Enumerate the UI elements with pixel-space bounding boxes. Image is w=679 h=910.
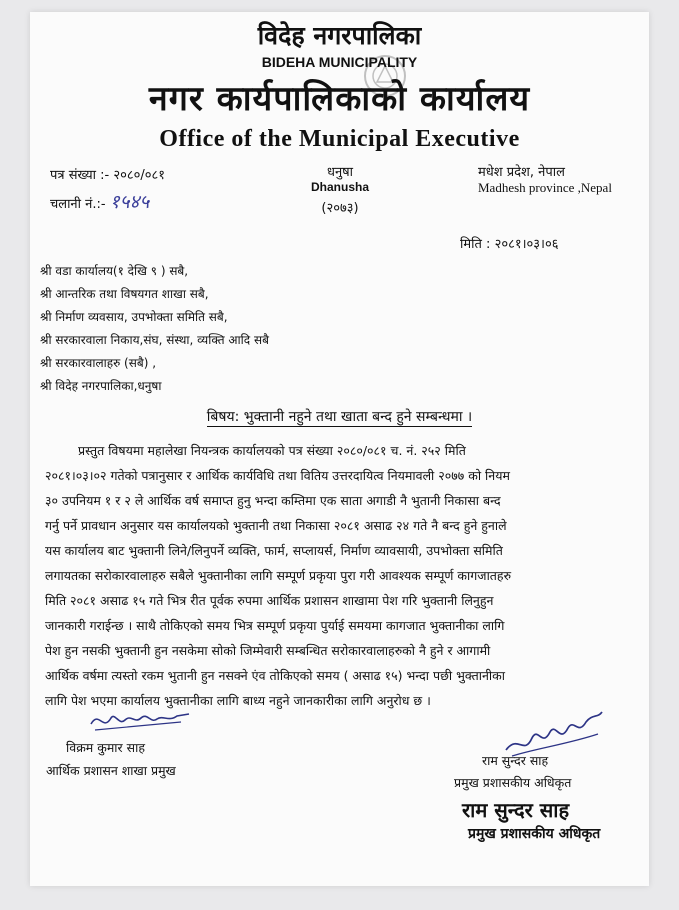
subject-line: [30, 407, 649, 426]
left-signatory-name: विक्रम कुमार साह: [66, 740, 145, 755]
body-line: लगायतका सरोकारवालाहरु सबैले भुक्तानीका लागि सम्पूर्ण प्रकृया पुरा गरी आवश्यक सम्पूर्ण कागजातहरु: [45, 568, 512, 583]
letter-number: पत्र संख्या :- २०८०/०८१: [50, 168, 166, 183]
right-signatory-name: राम सुन्दर साह: [482, 753, 549, 768]
name-stamp: राम सुन्दर साह: [462, 798, 570, 822]
body-line: लागि पेश भएमा कार्यालय भुक्तानीका लागि बाध्य नहुने जानकारीका लागि अनुरोध छ ।: [45, 693, 431, 708]
recipient-line: श्री निर्माण व्यवसाय, उपभोक्ता समिति सबै,: [40, 310, 228, 324]
recipient-line: श्री विदेह नगरपालिका,धनुषा: [40, 379, 162, 393]
established-year: (२०७३): [321, 201, 359, 216]
title-stamp: प्रमुख प्रशासकीय अधिकृत: [468, 826, 601, 842]
municipality-name-nepali: विदेह नगरपालिका: [257, 21, 422, 50]
dispatch-label: चलानी नं.:-: [50, 197, 106, 212]
body-line: प्रस्तुत विषयमा महालेखा नियन्त्रक कार्यालयको पत्र संख्या २०८०/०८१ च. नं. २५२ मिति: [78, 443, 466, 458]
recipient-line: श्री वडा कार्यालय(१ देखि ९ ) सबै,: [40, 264, 189, 278]
recipient-line: श्री सरकारवाला निकाय,संघ, संस्था, व्यक्ति आदि सबै: [40, 333, 269, 347]
municipality-name-english: BIDEHA MUNICIPALITY: [261, 54, 418, 70]
recipient-line: श्री सरकारवालाहरु (सबै) ,: [40, 356, 157, 370]
body-line: ३० उपनियम १ र २ ले आर्थिक वर्ष समाप्त हुनु भन्दा कम्तिमा एक साता अगाडी नै भुतानी निकासा बन्द: [45, 493, 501, 508]
body-line: जानकारी गराईन्छ । साथै तोकिएको समय भित्र सम्पूर्ण प्रकृया पुर्याई समयमा कागजात भुक्तानीका लागि: [45, 618, 505, 633]
district-english: Dhanusha: [310, 180, 369, 194]
subject-text: बिषय: भुक्तानी नहुने तथा खाता बन्द हुने सम्बन्धमा ।: [206, 409, 473, 425]
body-line: मिति २०८१ असाढ १५ गते भित्र रीत पूर्वक रुपमा आर्थिक प्रशासन शाखामा पेश गरि भुक्तानी लिनुहुन: [45, 593, 494, 608]
dispatch-number-handwritten: १५४५: [109, 191, 150, 213]
district-nepali: धनुषा: [326, 165, 354, 180]
body-line: आर्थिक वर्षमा त्यस्तो रकम भुतानी हुन नसक्ने एंव तोकिएको समय ( असाढ १५) भन्दा पछी भुक्तानीका: [45, 668, 505, 683]
letter-date: मिति : २०८१।०३।०६: [460, 237, 559, 252]
body-line: २०८१।०३।०२ गतेको पत्रानुसार र आर्थिक कार्यविधि तथा वितिय उत्तरदायित्व नियमावली २०७७ को नियम: [45, 468, 510, 483]
left-signatory-title: आर्थिक प्रशासन शाखा प्रमुख: [46, 763, 176, 778]
province-english: Madhesh province ,Nepal: [478, 180, 612, 195]
body-line: गर्नु पर्ने प्रावधान अनुसार यस कार्यालयको भुक्तानी तथा निकासा २०८१ असाढ २४ गते नै बन्द हुने हुनाले: [45, 518, 507, 533]
left-signature: [85, 702, 195, 738]
body-line: पेश हुन नसकी भुक्तानी हुन नसकेमा सोको जिम्मेवारी सम्बन्धित सरोकारवालाहरुको नै हुने र आगामी: [45, 643, 491, 658]
right-signatory-title: प्रमुख प्रशासकीय अधिकृत: [454, 775, 572, 790]
recipient-line: श्री आन्तरिक तथा विषयगत शाखा सबै,: [40, 287, 209, 301]
office-name-nepali: नगर कार्यपालिकाको कार्यालय: [148, 79, 531, 119]
dispatch-number-row: [50, 188, 149, 214]
office-name-english: Office of the Municipal Executive: [159, 126, 520, 152]
body-line: यस कार्यालय बाट भुक्तानी लिने/लिनुपर्ने व्यक्ति, फार्म, सप्लायर्स, निर्माण व्यावसायी, उपभोक्ता समिति: [45, 543, 503, 558]
province-nepali: मधेश प्रदेश, नेपाल: [478, 165, 565, 180]
letter-page: [30, 12, 649, 886]
